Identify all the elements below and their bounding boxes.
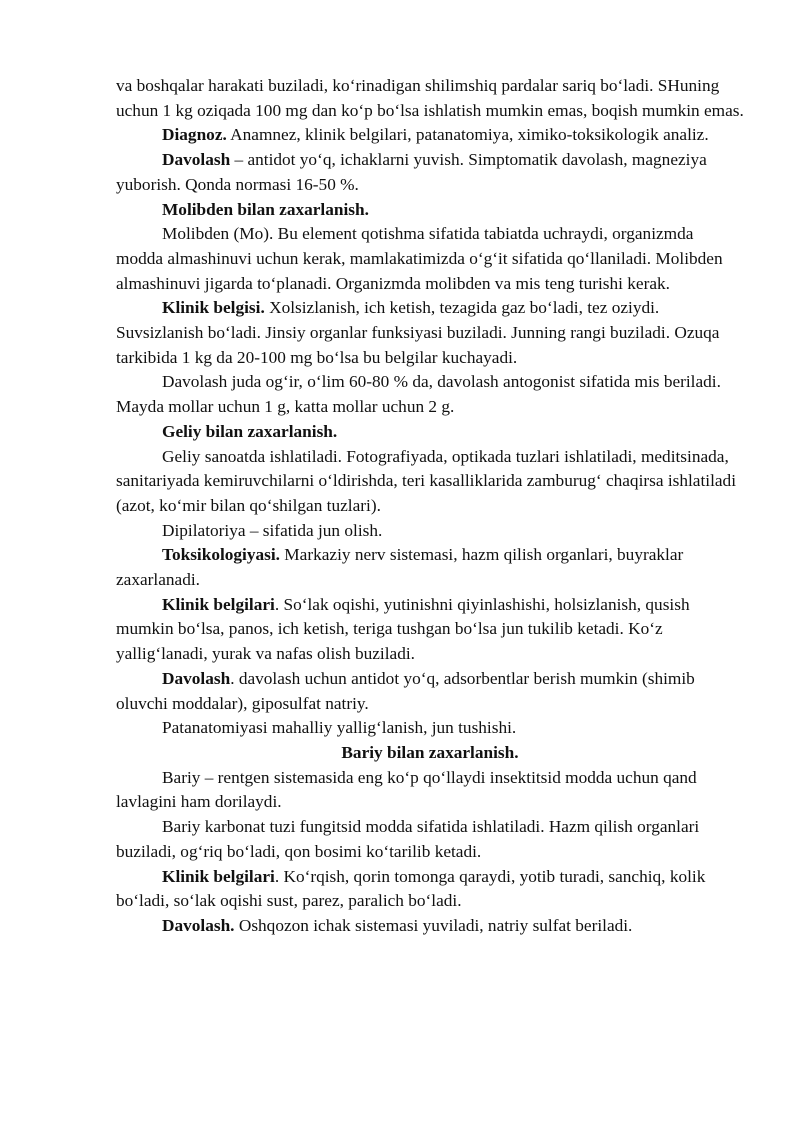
paragraph: [116, 865, 744, 914]
paragraph-text: Oshqozon ichak sistemasi yuviladi, natriy sulfat beriladi.: [234, 915, 633, 935]
paragraph-text: . Ko‘rqish, qorin tomonga qaraydi, yotib turadi, sanchiq, kolik bo‘ladi, so‘lak oqishi sust, parez, paralich bo‘ladi.: [116, 866, 706, 911]
paragraph-text: Bariy karbonat tuzi fungitsid modda sifatida ishlatiladi. Hazm qilish organlari buziladi, og‘riq bo‘ladi, qon bosimi ko‘tarilib ketadi.: [116, 817, 700, 861]
paragraph: [116, 766, 744, 815]
section-heading: [116, 198, 744, 223]
paragraph-text: Molibden (Mo). Bu element qotishma sifatida tabiatda uchraydi, organizmda modda almashinuvi uchun kerak, mamlakatimizda o‘g‘it sifatida qo‘llaniladi. Molibden almashinuvi jigarda to‘planadi. Organizmda molibden va mis teng turishi kerak.: [116, 224, 723, 293]
paragraph-text: – antidot yo‘q, ichaklarni yuvish. Simptomatik davolash, magneziya yuborish. Qonda normasi 16-50 %.: [116, 150, 707, 194]
paragraph-heading: Toksikologiyasi.: [162, 545, 280, 565]
paragraph-heading: Davolash.: [162, 915, 235, 935]
paragraph: [116, 593, 744, 667]
paragraph: [116, 296, 744, 370]
paragraph-heading: Klinik belgisi.: [162, 298, 265, 318]
paragraph-text: Dipilatoriya – sifatida jun olish.: [162, 520, 383, 540]
paragraph-heading: Davolash: [162, 668, 231, 688]
paragraph-text: Geliy sanoatda ishlatiladi. Fotografiyada, optikada tuzlari ishlatiladi, meditsinada, sanitariyada kemiruvchilarni o‘ldirishda, teri kasalliklarida zamburug‘ chaqirsa ishlatiladi (azot, ko‘mir bilan qo‘shilgan tuzlari).: [116, 446, 736, 515]
document-page: [116, 74, 744, 939]
paragraph: [116, 815, 744, 864]
paragraph: [116, 519, 744, 544]
paragraph-text: Xolsizlanish, ich ketish, tezagida gaz bo‘ladi, tez oziydi. Suvsizlanish bo‘ladi. Jinsiy organlar funksiyasi buziladi. Junning rangi buziladi. Ozuqa tarkibida 1 kg da 20-100 mg bo‘lsa bu belgilar kuchayadi.: [116, 298, 720, 367]
section-heading-text: Geliy bilan zaxarlanish.: [162, 421, 338, 441]
paragraph: [116, 716, 744, 741]
paragraph-heading: Klinik belgilari: [162, 594, 275, 614]
paragraph-text: Patanatomiyasi mahalliy yallig‘lanish, jun tushishi.: [162, 718, 517, 738]
paragraph-heading: Diagnoz.: [162, 125, 227, 145]
paragraph: [116, 74, 744, 123]
paragraph-heading: Klinik belgilari: [162, 866, 275, 886]
section-heading: [116, 741, 744, 766]
section-heading-text: Molibden bilan zaxarlanish.: [162, 199, 369, 219]
section-heading-text: Bariy bilan zaxarlanish.: [341, 742, 519, 762]
paragraph-heading: Davolash: [162, 150, 231, 170]
paragraph-text: Anamnez, klinik belgilari, patanatomiya, ximiko-toksikologik analiz.: [226, 125, 709, 145]
paragraph: [116, 667, 744, 716]
paragraph: [116, 543, 744, 592]
paragraph-text: Bariy – rentgen sistemasida eng ko‘p qo‘llaydi insektitsid modda uchun qand lavlagini ham dorilaydi.: [116, 767, 697, 812]
paragraph: [116, 914, 744, 939]
paragraph-text: Markaziy nerv sistemasi, hazm qilish organlari, buyraklar zaxarlanadi.: [116, 545, 684, 590]
paragraph: [116, 445, 744, 519]
paragraph: [116, 123, 744, 148]
paragraph-text: va boshqalar harakati buziladi, ko‘rinadigan shilimshiq pardalar sariq bo‘ladi. SHuning uchun 1 kg oziqada 100 mg dan ko‘p bo‘lsa ishlatish mumkin emas, boqish mumkin emas.: [116, 76, 744, 120]
paragraph-text: Davolash juda og‘ir, o‘lim 60-80 % da, davolash antogonist sifatida mis beriladi. Mayda mollar uchun 1 g, katta mollar uchun 2 g.: [116, 372, 721, 417]
paragraph: [116, 222, 744, 296]
paragraph-text: . So‘lak oqishi, yutinishni qiyinlashishi, holsizlanish, qusish mumkin bo‘lsa, panos, ich ketish, teriga tushgan bo‘lsa jun tukilib ketadi. Ko‘z yallig‘lanadi, yurak va nafas olish buziladi.: [116, 594, 690, 664]
paragraph: [116, 370, 744, 419]
section-heading: [116, 420, 744, 445]
paragraph: [116, 148, 744, 197]
paragraph-text: . davolash uchun antidot yo‘q, adsorbentlar berish mumkin (shimib oluvchi moddalar), giposulfat natriy.: [116, 668, 695, 713]
